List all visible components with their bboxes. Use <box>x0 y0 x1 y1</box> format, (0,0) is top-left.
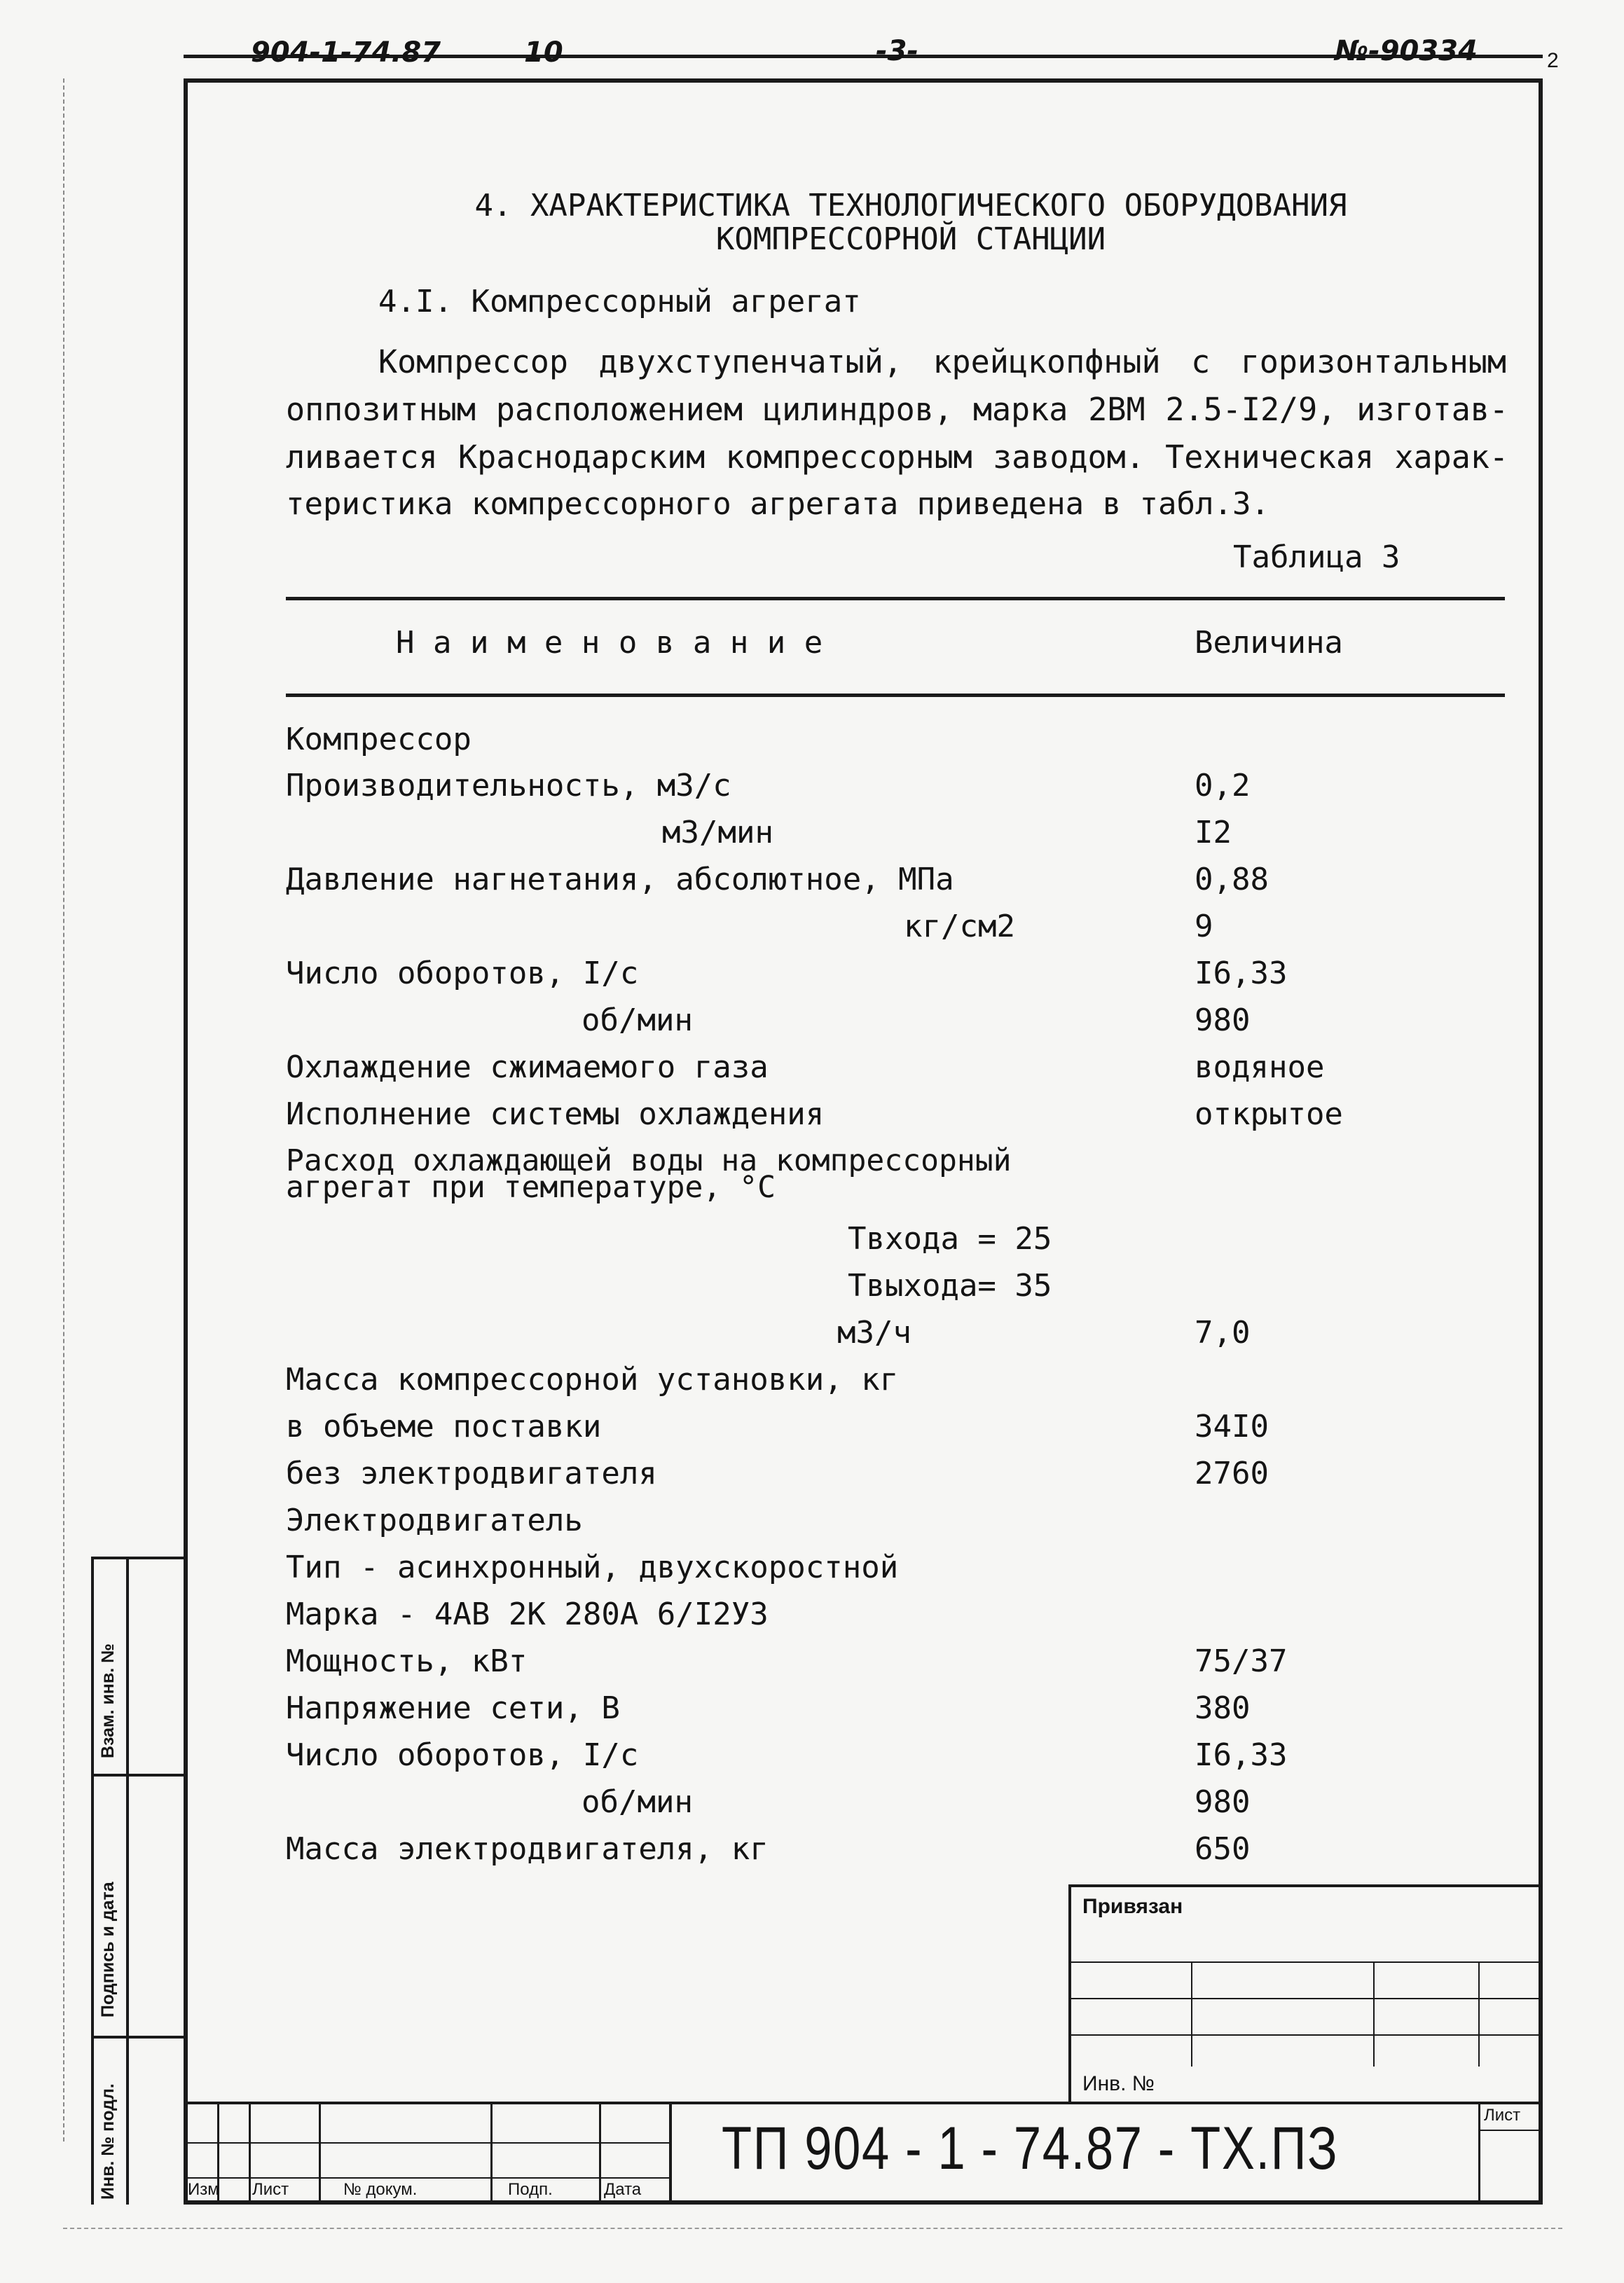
table-row-value: 980 <box>1195 1784 1251 1820</box>
table-row-label: Мощность, кВт <box>286 1643 528 1679</box>
table-row-value: 980 <box>1195 1002 1251 1038</box>
title-block-row <box>184 2177 670 2179</box>
table-header-value: Величина <box>1195 625 1343 661</box>
privyazan-row <box>1068 1961 1543 1963</box>
doc-code: 904-1-74.87 <box>251 36 441 69</box>
corner-number: 2 <box>1547 49 1559 72</box>
page-mark: -3- <box>876 35 919 67</box>
title-block-top <box>184 2102 1543 2104</box>
side-stamp-rule <box>91 2036 186 2039</box>
title-block-col <box>599 2102 601 2205</box>
table-row-label: Давление нагнетания, абсолютное, МПа <box>286 862 954 897</box>
table-row-label: об/мин <box>582 1784 693 1820</box>
table-row-label: об/мин <box>582 1002 693 1038</box>
table-row-label: Исполнение системы охлаждения <box>286 1096 825 1132</box>
title-block-row <box>184 2142 670 2144</box>
side-stamp-edge <box>91 1557 94 2205</box>
title-block-col <box>669 2102 672 2205</box>
table-row-label: Электродвигатель <box>286 1503 583 1538</box>
privyazan-col <box>1373 1961 1375 2067</box>
table-row-value: 650 <box>1195 1831 1251 1867</box>
table-row-label: Производительность, м3/с <box>286 768 731 803</box>
side-stamp-rule <box>91 1774 186 1777</box>
table-header-rule <box>286 694 1505 697</box>
col-izm: Изм <box>188 2180 219 2199</box>
trim-line <box>63 2228 1562 2229</box>
table-row-value: I6,33 <box>1195 956 1288 991</box>
table-row-value: 380 <box>1195 1690 1251 1726</box>
table-row-value: 0,88 <box>1195 862 1269 897</box>
paragraph-line: ливается Краснодарским компрессорным заводом. Техническая харак- <box>286 439 1508 476</box>
privyazan-col <box>1478 1961 1480 2067</box>
table-row-label: без электродвигателя <box>286 1456 657 1491</box>
table-row-value: 7,0 <box>1195 1315 1251 1351</box>
table-row-label: Напряжение сети, В <box>286 1690 620 1726</box>
table-row-label: Масса компрессорной установки, кг <box>286 1362 899 1398</box>
privyazan-row <box>1068 1998 1543 1999</box>
section-title-line1: 4. ХАРАКТЕРИСТИКА ТЕХНОЛОГИЧЕСКОГО ОБОРУДОВАНИЯ <box>474 188 1347 223</box>
table-row-value: водяное <box>1195 1049 1325 1085</box>
table-caption: Таблица 3 <box>1233 539 1401 575</box>
table-row-value: I6,33 <box>1195 1737 1288 1773</box>
side-label-vzam: Взам. инв. № <box>98 1643 118 1758</box>
table-top-rule <box>286 597 1505 600</box>
table-row-value: 0,2 <box>1195 768 1251 803</box>
table-row-value: I2 <box>1195 815 1232 850</box>
privyazan-row <box>1068 2034 1543 2036</box>
table-row-label: в объеме поставки <box>286 1409 602 1444</box>
table-row-value: 75/37 <box>1195 1643 1288 1679</box>
table-row-label: Охлаждение сжимаемого газа <box>286 1049 769 1085</box>
table-row-label: агрегат при температуре, °С <box>286 1170 776 1205</box>
privyazan-box-top <box>1068 1884 1543 1887</box>
table-row-label: кг/см2 <box>904 909 1015 944</box>
table-row-label: Марка - 4АВ 2К 280А 6/I2У3 <box>286 1596 769 1632</box>
paragraph-line: оппозитным расположением цилиндров, марка 2ВМ 2.5-I2/9, изготав- <box>286 391 1508 428</box>
paragraph-line: теристика компрессорного агрегата приведена в табл.3. <box>286 486 1269 522</box>
title-block-col <box>249 2102 251 2205</box>
privyazan-label: Привязан <box>1082 1895 1183 1918</box>
archive-number: №-90334 <box>1335 35 1478 67</box>
title-block-col <box>490 2102 493 2205</box>
sheet-box-divider <box>1478 2102 1480 2205</box>
table-row-label: Компрессор <box>286 722 472 757</box>
section-title-line2: КОМПРЕССОРНОЙ СТАНЦИИ <box>715 221 1106 257</box>
subsection-title: 4.I. Компрессорный агрегат <box>378 284 861 319</box>
table-row-label: Число оборотов, I/с <box>286 1737 639 1773</box>
table-row-label: Расход охлаждающей воды на компрессорный <box>286 1143 1012 1178</box>
sheet-box-row <box>1478 2130 1543 2131</box>
table-row-value: 34I0 <box>1195 1409 1269 1444</box>
col-list: Лист <box>252 2180 289 2199</box>
table-row-label: Тип - асинхронный, двухскоростной <box>286 1550 899 1585</box>
side-stamp-rule <box>91 1557 186 1559</box>
side-stamp-divider <box>126 1557 129 2205</box>
table-row-label: Твыхода= 35 <box>848 1268 1052 1304</box>
sheet-label: Лист <box>1484 2106 1521 2125</box>
table-row-label: Масса электродвигателя, кг <box>286 1831 769 1867</box>
table-row-value: 2760 <box>1195 1456 1269 1491</box>
table-row-label: м3/ч <box>837 1315 911 1351</box>
side-label-inv: Инв. № подл. <box>98 2083 118 2200</box>
title-block-col <box>319 2102 321 2205</box>
col-podp: Подп. <box>508 2180 553 2199</box>
binding-edge-line <box>63 78 64 2141</box>
table-header-name: Н а и м е н о в а н и е <box>396 625 823 661</box>
privyazan-col <box>1191 1961 1192 2067</box>
table-row-label: Число оборотов, I/с <box>286 956 639 991</box>
sheet-number: 10 <box>524 36 563 69</box>
col-data: Дата <box>604 2180 642 2199</box>
table-row-value: 9 <box>1195 909 1213 944</box>
side-label-podpis: Подпись и дата <box>98 1882 118 2018</box>
paragraph-line: Компрессор двухступенчатый, крейцкопфный с горизонтальным <box>378 343 1506 380</box>
inv-no-label: Инв. № <box>1082 2072 1155 2095</box>
col-dokum: № докум. <box>343 2180 418 2199</box>
privyazan-box-left <box>1068 1884 1071 2102</box>
table-row-value: открытое <box>1195 1096 1343 1132</box>
document-designation: ТП 904 - 1 - 74.87 - ТХ.ПЗ <box>722 2115 1339 2182</box>
table-row-label: м3/мин <box>662 815 773 850</box>
table-row-label: Твхода = 25 <box>848 1221 1052 1257</box>
